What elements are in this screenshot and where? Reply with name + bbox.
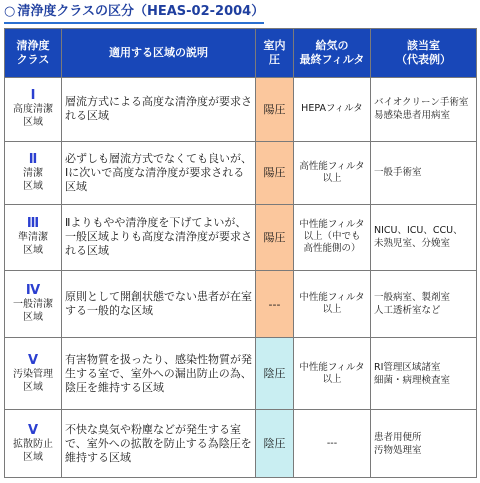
table-row — [5, 270, 477, 338]
filter-cell: 中性能フィルタ 以上 — [294, 338, 371, 410]
rooms-cell: 一般病室、製剤室 人工透析室など — [371, 270, 477, 338]
rooms-cell: 患者用便所 汚物処理室 — [371, 410, 477, 478]
class-name: 汚染管理 区域 — [13, 368, 53, 393]
header-rooms: 該当室 （代表例） — [371, 29, 477, 78]
class-roman-numeral: Ⅲ — [26, 216, 40, 232]
class-name: 一般清潔 区域 — [13, 299, 53, 324]
header-class-line1: 清浄度 — [16, 39, 50, 52]
header-class — [5, 29, 62, 78]
pressure-cell: 陽圧 — [256, 205, 294, 271]
table-row — [5, 78, 477, 142]
description-cell: 有害物質を扱ったり、感染性物質が発生する室で、室外への漏出防止の為、陰圧を維持する区域 — [62, 338, 256, 410]
class-roman-numeral: Ⅳ — [25, 283, 41, 299]
pressure-cell: 陰圧 — [256, 338, 294, 410]
class-cell — [5, 338, 62, 410]
title-underline — [4, 22, 264, 24]
header-pressure: 室内 圧 — [256, 29, 294, 78]
rooms-cell: RI管理区域諸室 細菌・病理検査室 — [371, 338, 477, 410]
description-cell: 必ずしも層流方式でなくても良いが、Ⅰに次いで高度な清浄度が要求される区域 — [62, 141, 256, 205]
class-cell — [5, 205, 62, 271]
pressure-cell: --- — [256, 270, 294, 338]
table-row — [5, 338, 477, 410]
rooms-cell: 一般手術室 — [371, 141, 477, 205]
header-description: 適用する区域の説明 — [62, 29, 256, 78]
filter-cell: HEPAフィルタ — [294, 78, 371, 142]
table-row — [5, 205, 477, 271]
class-cell — [5, 270, 62, 338]
class-cell — [5, 78, 62, 142]
page-title — [4, 2, 264, 22]
class-roman-numeral: Ⅴ — [27, 422, 39, 438]
class-name: 準清潔 区域 — [18, 232, 48, 257]
filter-cell: 中性能フィルタ 以上（中でも 高性能側の） — [294, 205, 371, 271]
header-row — [5, 29, 477, 78]
class-roman-numeral: Ⅰ — [30, 88, 36, 104]
filter-cell: --- — [294, 410, 371, 478]
description-cell: 層流方式による高度な清浄度が要求される区域 — [62, 78, 256, 142]
class-name: 清潔 区域 — [23, 167, 43, 192]
pressure-cell: 陽圧 — [256, 78, 294, 142]
filter-cell: 中性能フィルタ 以上 — [294, 270, 371, 338]
class-cell — [5, 410, 62, 478]
table-row — [5, 141, 477, 205]
rooms-cell: バイオクリーン手術室 易感染患者用病室 — [371, 78, 477, 142]
table-row — [5, 410, 477, 478]
class-name: 拡散防止 区域 — [13, 438, 53, 463]
cleanliness-class-table — [4, 28, 477, 478]
class-cell — [5, 141, 62, 205]
pressure-cell: 陽圧 — [256, 141, 294, 205]
header-filter: 給気の 最終フィルタ — [294, 29, 371, 78]
description-cell: 不快な臭気や粉塵などが発生する室で、室外への拡散を防止する為陰圧を維持する区域 — [62, 410, 256, 478]
class-roman-numeral: Ⅴ — [27, 352, 39, 368]
description-cell: 原則として開創状態でない患者が在室する一般的な区域 — [62, 270, 256, 338]
rooms-cell: NICU、ICU、CCU、 未熟児室、分娩室 — [371, 205, 477, 271]
circle-marker: ○ — [4, 4, 16, 19]
filter-cell: 高性能フィルタ 以上 — [294, 141, 371, 205]
class-roman-numeral: Ⅱ — [28, 151, 38, 167]
header-class-line2: クラス — [16, 53, 50, 66]
title-text: 清浄度クラスの区分（HEAS-02-2004） — [17, 4, 265, 19]
class-name: 高度清潔 区域 — [13, 104, 53, 129]
pressure-cell: 陰圧 — [256, 410, 294, 478]
description-cell: Ⅱよりもやや清浄度を下げてよいが、一般区域よりも高度な清浄度が要求される区域 — [62, 205, 256, 271]
